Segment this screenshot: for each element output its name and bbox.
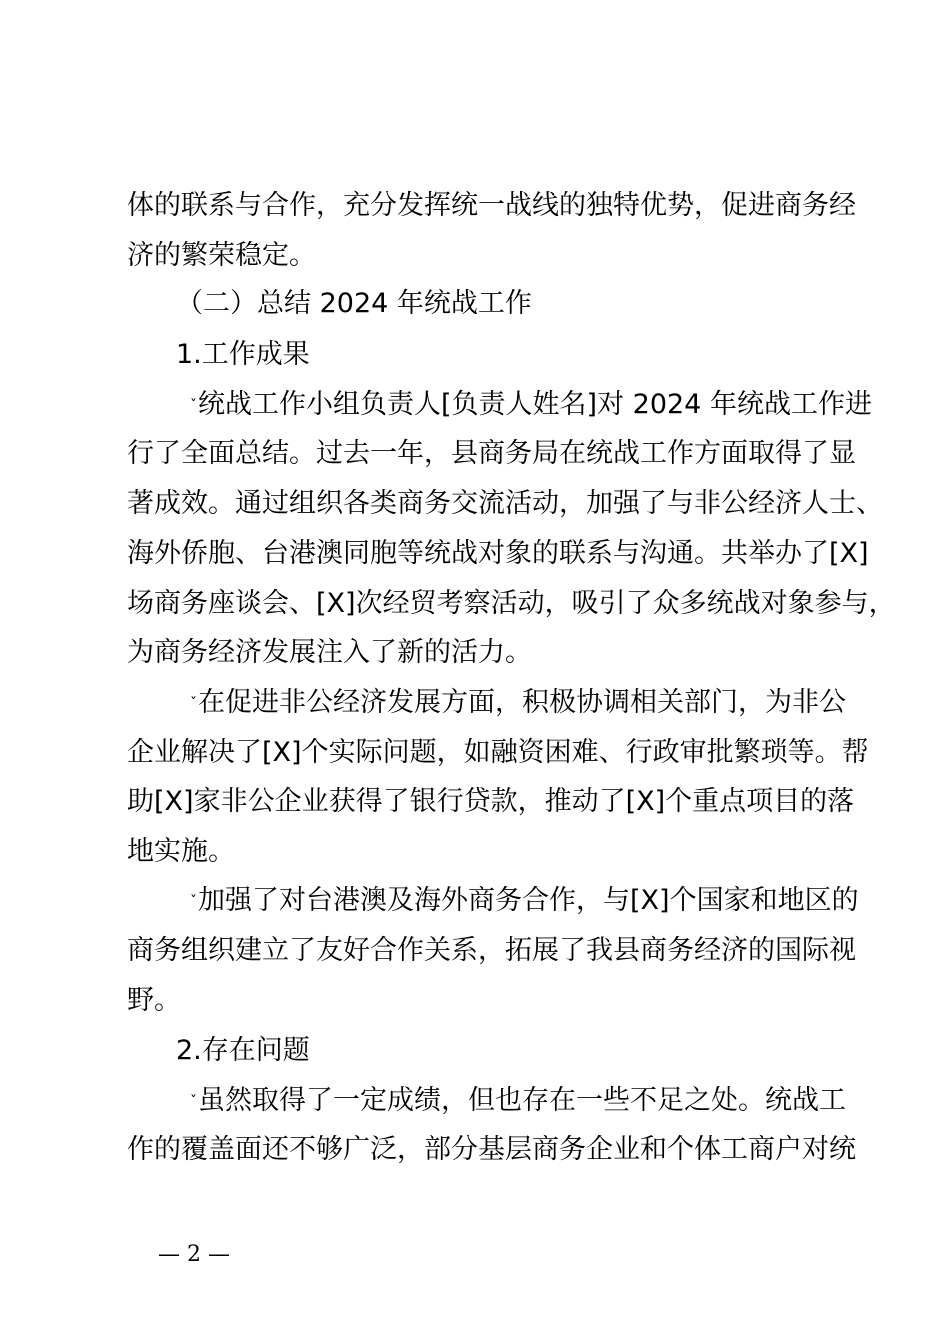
body-text-line: 为商务经济发展注入了新的活力。 [127, 637, 532, 668]
page-number: — 2 — [158, 1242, 230, 1267]
paragraph-mark-icon: ˇ [190, 695, 197, 712]
body-text-line: 地实施。 [127, 836, 235, 867]
body-text-line: 体的联系与合作，充分发挥统一战线的独特优势，促进商务经 [127, 190, 856, 221]
body-text: 虽然取得了一定成绩，但也存在一些不足之处。统战工 [198, 1085, 846, 1116]
body-text-line: 行了全面总结。过去一年，县商务局在统战工作方面取得了显 [127, 438, 856, 469]
section-heading: （二）总结 2024 年统战工作 [176, 288, 532, 319]
body-text-line: 商务组织建立了友好合作关系，拓展了我县商务经济的国际视 [127, 935, 856, 966]
body-text-line: 著成效。通过组织各类商务交流活动，加强了与非公经济人士、 [127, 488, 883, 519]
body-text-line: 作的覆盖面还不够广泛，部分基层商务企业和个体工商户对统 [127, 1134, 856, 1165]
body-text-line: 助[X]家非公企业获得了银行贷款，推动了[X]个重点项目的落 [127, 786, 855, 817]
body-text: 在促进非公经济发展方面，积极协调相关部门，为非公 [198, 687, 846, 718]
subsection-heading: 2.存在问题 [176, 1035, 310, 1066]
body-text-line: 海外侨胞、台港澳同胞等统战对象的联系与沟通。共举办了[X] [127, 538, 869, 569]
paragraph-first-line [190, 884, 859, 919]
body-text: 统战工作小组负责人[负责人姓名]对 2024 年统战工作进 [198, 389, 872, 420]
body-text-line: 济的繁荣稳定。 [127, 240, 316, 271]
paragraph-first-line [190, 388, 872, 423]
paragraph-first-line [190, 686, 846, 721]
body-text: 加强了对台港澳及海外商务合作，与[X]个国家和地区的 [198, 885, 859, 916]
body-text-line: 野。 [127, 985, 181, 1016]
paragraph-mark-icon: ˇ [190, 1093, 197, 1110]
subsection-heading: 1.工作成果 [176, 339, 310, 370]
paragraph-mark-icon: ˇ [190, 893, 197, 910]
body-text-line: 场商务座谈会、[X]次经贸考察活动，吸引了众多统战对象参与， [127, 588, 896, 619]
paragraph-first-line [190, 1084, 846, 1119]
body-text-line: 企业解决了[X]个实际问题，如融资困难、行政审批繁琐等。帮 [127, 737, 869, 768]
paragraph-mark-icon: ˇ [190, 397, 197, 414]
